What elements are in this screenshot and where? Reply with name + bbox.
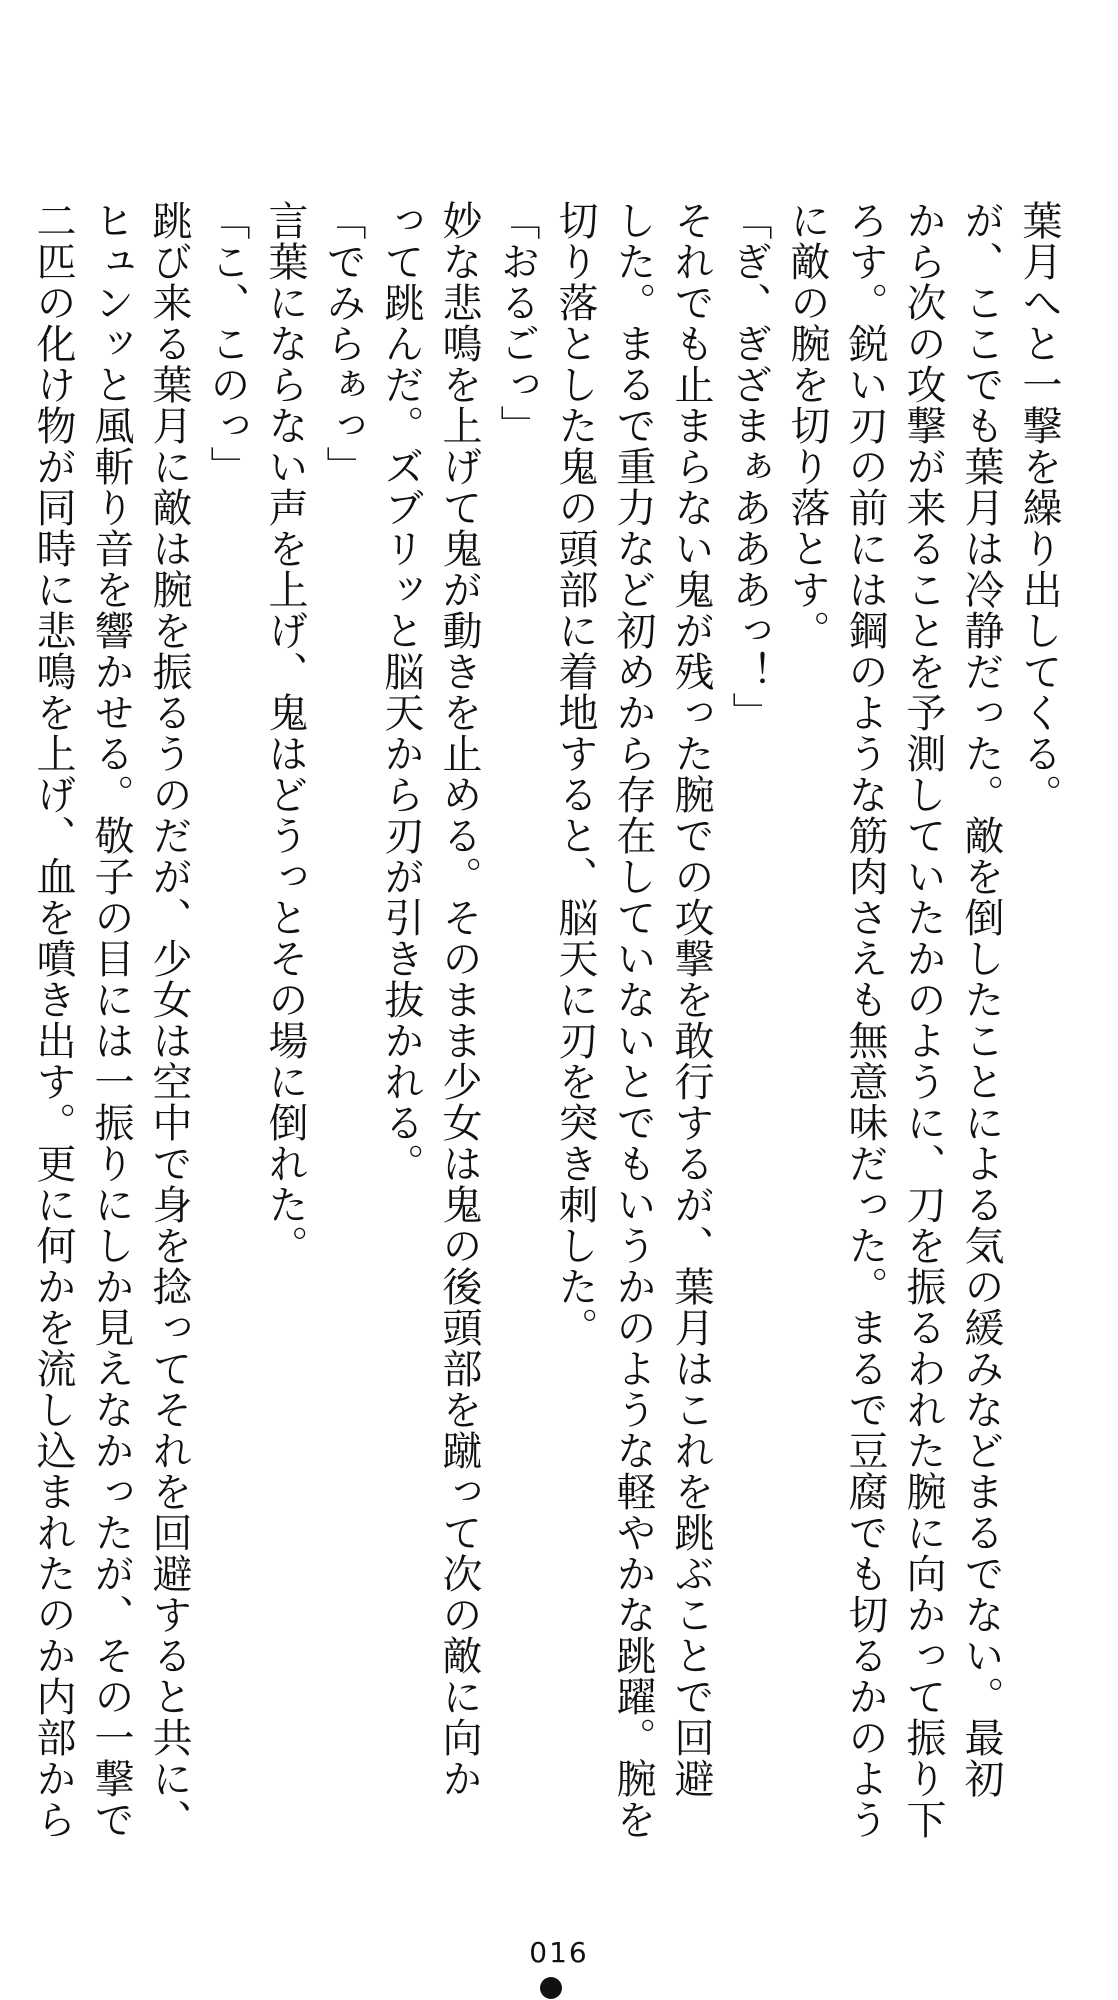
text-line: 言葉にならない声を上げ、鬼はどうっとその場に倒れた。 <box>262 200 308 1266</box>
text-line: 二匹の化け物が同時に悲鳴を上げ、血を噴き出す。更に何かを流し込まれたのか内部から <box>30 200 76 1840</box>
text-line: 「こ、このっ」 <box>204 200 250 487</box>
vertical-text-body <box>24 200 1068 1840</box>
text-line: から次の攻撃が来ることを予測していたかのように、刀を振るわれた腕に向かって振り下 <box>900 200 946 1840</box>
text-line: 葉月へと一撃を繰り出してくる。 <box>1016 200 1062 815</box>
text-line: した。まるで重力など初めから存在していないとでもいうかのような軽やかな跳躍。腕を <box>610 200 656 1840</box>
text-line: 「でみらぁっ」 <box>320 200 366 487</box>
text-line: 妙な悲鳴を上げて鬼が動きを止める。そのまま少女は鬼の後頭部を蹴って次の敵に向か <box>436 200 482 1799</box>
text-line: ろす。鋭い刃の前には鋼のような筋肉さえも無意味だった。まるで豆腐でも切るかのよう <box>842 200 888 1840</box>
text-line: に敵の腕を切り落とす。 <box>784 200 830 651</box>
page-number: 016 <box>529 1936 589 1969</box>
text-line: それでも止まらない鬼が残った腕での攻撃を敢行するが、葉月はこれを跳ぶことで回避 <box>668 200 714 1799</box>
text-line: 「おるごっ」 <box>494 200 540 446</box>
text-line: が、ここでも葉月は冷静だった。敵を倒したことによる気の緩みなどまるでない。最初 <box>958 200 1004 1799</box>
page-marker-dot <box>540 1977 562 1999</box>
text-line: 「ぎ、ぎざまぁあああっ！」 <box>726 200 772 733</box>
text-line: って跳んだ。ズブリッと脳天から刃が引き抜かれる。 <box>378 200 424 1184</box>
text-line: 切り落とした鬼の頭部に着地すると、脳天に刃を突き刺した。 <box>552 200 598 1348</box>
text-line: 跳び来る葉月に敵は腕を振るうのだが、少女は空中で身を捻ってそれを回避すると共に、 <box>146 200 192 1840</box>
text-line: ヒュンッと風斬り音を響かせる。敬子の目には一振りにしか見えなかったが、その一撃で <box>88 200 134 1840</box>
